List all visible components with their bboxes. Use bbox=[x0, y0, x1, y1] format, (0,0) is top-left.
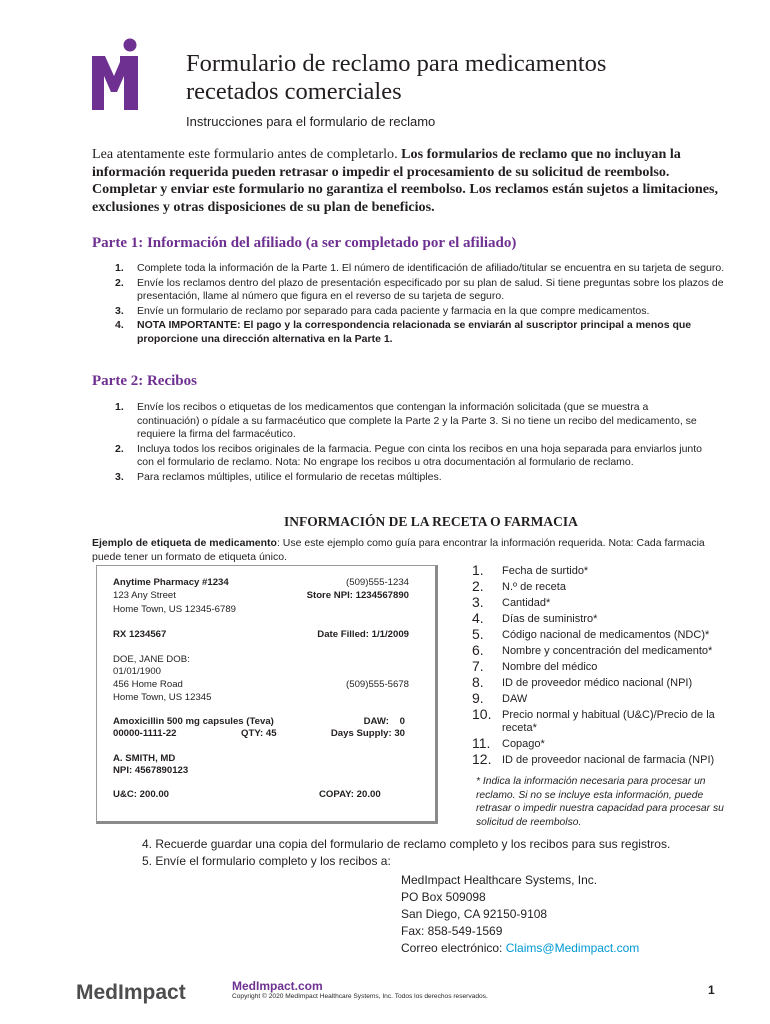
patient-name: DOE, JANE DOB: bbox=[113, 654, 190, 665]
pharmacy-street: 123 Any Street bbox=[113, 590, 176, 601]
address-city: San Diego, CA 92150-9108 bbox=[401, 907, 548, 921]
qty-value: QTY: 45 bbox=[241, 728, 277, 739]
list-item: 6. Nombre y concentración del medicamento* bbox=[472, 642, 713, 658]
list-item: 3. Para reclamos múltiples, utilice el formulario de recetas múltiples. bbox=[115, 470, 442, 483]
page-title: Formulario de reclamo para medicamentos recetados comerciales bbox=[186, 50, 607, 105]
patient-dob: 01/01/1900 bbox=[113, 666, 162, 677]
part1-list bbox=[115, 262, 735, 347]
medimpact-wordmark bbox=[76, 975, 186, 1005]
list-item: 10. Precio normal y habitual (U&C)/Precio de la receta* bbox=[472, 706, 715, 734]
address-box: PO Box 509098 bbox=[401, 890, 486, 904]
mailing-address bbox=[401, 872, 639, 957]
list-item: 3. Cantidad* bbox=[472, 594, 551, 610]
pharmacy-name: Anytime Pharmacy #1234 bbox=[113, 577, 229, 588]
final-steps bbox=[128, 836, 728, 870]
email-link[interactable]: Claims@Medimpact.com bbox=[505, 941, 640, 955]
example-text: Ejemplo de etiqueta de medicamento: Use este ejemplo como guía para encontrar la información requerida. Nota: Cada farmacia puede tener un formato de etiqueta único. bbox=[92, 537, 705, 563]
required-fields-list bbox=[472, 562, 742, 770]
doctor-name: A. SMITH, MD bbox=[113, 753, 176, 764]
rx-number: RX 1234567 bbox=[113, 629, 167, 640]
list-item: 11. Copago* bbox=[472, 735, 545, 751]
copay-value: COPAY: 20.00 bbox=[319, 789, 381, 800]
list-item: 4. NOTA IMPORTANTE: El pago y la correspondencia relacionada se enviarán al suscriptor principal a menos que proporcione una dirección alternativa en la Parte 1. bbox=[115, 319, 692, 345]
pharmacy-city: Home Town, US 12345-6789 bbox=[113, 604, 237, 615]
part2-heading: Parte 2: Recibos bbox=[92, 373, 197, 389]
part1-heading: Parte 1: Información del afiliado (a ser completado por el afiliado) bbox=[92, 235, 517, 251]
list-item: 1. Fecha de surtido* bbox=[472, 562, 589, 578]
pharmacy-phone: (509)555-1234 bbox=[346, 577, 409, 588]
list-item: 5. Envíe el formulario completo y los recibos a: bbox=[142, 854, 391, 868]
list-item: 1. Complete toda la información de la Parte 1. El número de identificación de afiliado/titular se encuentra en su tarjeta de seguro. bbox=[115, 262, 725, 274]
list-item: 7. Nombre del médico bbox=[472, 658, 598, 674]
drug-name: Amoxicillin 500 mg capsules (Teva) bbox=[113, 716, 274, 727]
list-item: 9. DAW bbox=[472, 690, 528, 706]
days-supply: Days Supply: 30 bbox=[330, 728, 405, 739]
list-item: 12. ID de proveedor nacional de farmacia (NPI) bbox=[472, 751, 715, 767]
sample-label bbox=[96, 565, 438, 824]
page-subtitle: Instrucciones para el formulario de reclamo bbox=[186, 114, 436, 129]
list-item: 2. Envíe los reclamos dentro del plazo de presentación especificado por su plan de salud. Si tiene preguntas sobre los plazos de presentación, llame al número que figura en el reverso de su tarjeta de seguro. bbox=[115, 276, 724, 302]
list-item: 5. Código nacional de medicamentos (NDC)* bbox=[472, 626, 710, 642]
list-item: 3. Envíe un formulario de reclamo por separado para cada paciente y farmacia en la que compre medicamentos. bbox=[115, 304, 650, 317]
ndc-value: 00000-1111-22 bbox=[113, 728, 177, 739]
list-item: 8. ID de proveedor médico nacional (NPI) bbox=[472, 674, 693, 690]
daw-value: DAW: 0 bbox=[363, 716, 405, 727]
footer-url[interactable]: MedImpact.com bbox=[232, 979, 323, 993]
patient-street: 456 Home Road bbox=[113, 679, 183, 690]
date-filled: Date Filled: 1/1/2009 bbox=[317, 629, 409, 640]
list-item: 2. Incluya todos los recibos originales de la farmacia. Pegue con cinta los recibos en una hoja separada para enviarlos junto con el formulario de reclamo. Nota: No engrape los recibos u otra documentación al formulario de reclamo. bbox=[115, 442, 703, 468]
uc-price: U&C: 200.00 bbox=[113, 789, 169, 800]
svg-text:MedImpact: MedImpact bbox=[76, 981, 186, 1004]
patient-city: Home Town, US 12345 bbox=[113, 692, 212, 703]
patient-phone: (509)555-5678 bbox=[346, 679, 409, 690]
address-email: Correo electrónico: Claims@Medimpact.com bbox=[401, 941, 640, 955]
list-item: 2. N.º de receta bbox=[472, 578, 566, 594]
info-heading: INFORMACIÓN DE LA RECETA O FARMACIA bbox=[284, 514, 578, 529]
intro-paragraph: Lea atentamente este formulario antes de completarlo. Los formularios de reclamo que no incluyan la información requerida pueden retrasar o impedir el procesamiento de su solicitud de reembolso. Completar y enviar este formulario no garantiza el reembolso. Los reclamos están sujetos a limitaciones, exclusiones y otras disposiciones de su plan de beneficios. bbox=[92, 146, 719, 215]
address-company: MedImpact Healthcare Systems, Inc. bbox=[401, 873, 598, 887]
footer-copyright: Copyright © 2020 MedImpact Healthcare Systems, Inc. Todos los derechos reservados. bbox=[232, 993, 488, 1000]
list-item: 1. Envíe los recibos o etiquetas de los medicamentos que contengan la información solicitada (que se muestra a continuación) o pídale a su farmacéutico que complete la Parte 2 y la Parte 3. Si no tiene un recibo del medicamento, se requiere la firma del farmacéutico. bbox=[115, 401, 697, 440]
address-fax: Fax: 858-549-1569 bbox=[401, 924, 503, 938]
medimpact-logo-icon bbox=[92, 38, 142, 110]
list-item: 4. Días de suministro* bbox=[472, 610, 598, 626]
part2-list bbox=[115, 401, 705, 485]
store-npi: Store NPI: 1234567890 bbox=[306, 590, 409, 601]
page-number: 1 bbox=[708, 983, 715, 997]
doctor-npi: NPI: 4567890123 bbox=[113, 765, 189, 776]
required-fields-note: * Indica la información necesaria para procesar un reclamo. Si no se incluye esta información, puede retrasar o impedir nuestra capacidad para procesar su solicitud de reembolso. bbox=[476, 776, 724, 828]
list-item: 4. Recuerde guardar una copia del formulario de reclamo completo y los recibos para sus registros. bbox=[142, 837, 671, 851]
